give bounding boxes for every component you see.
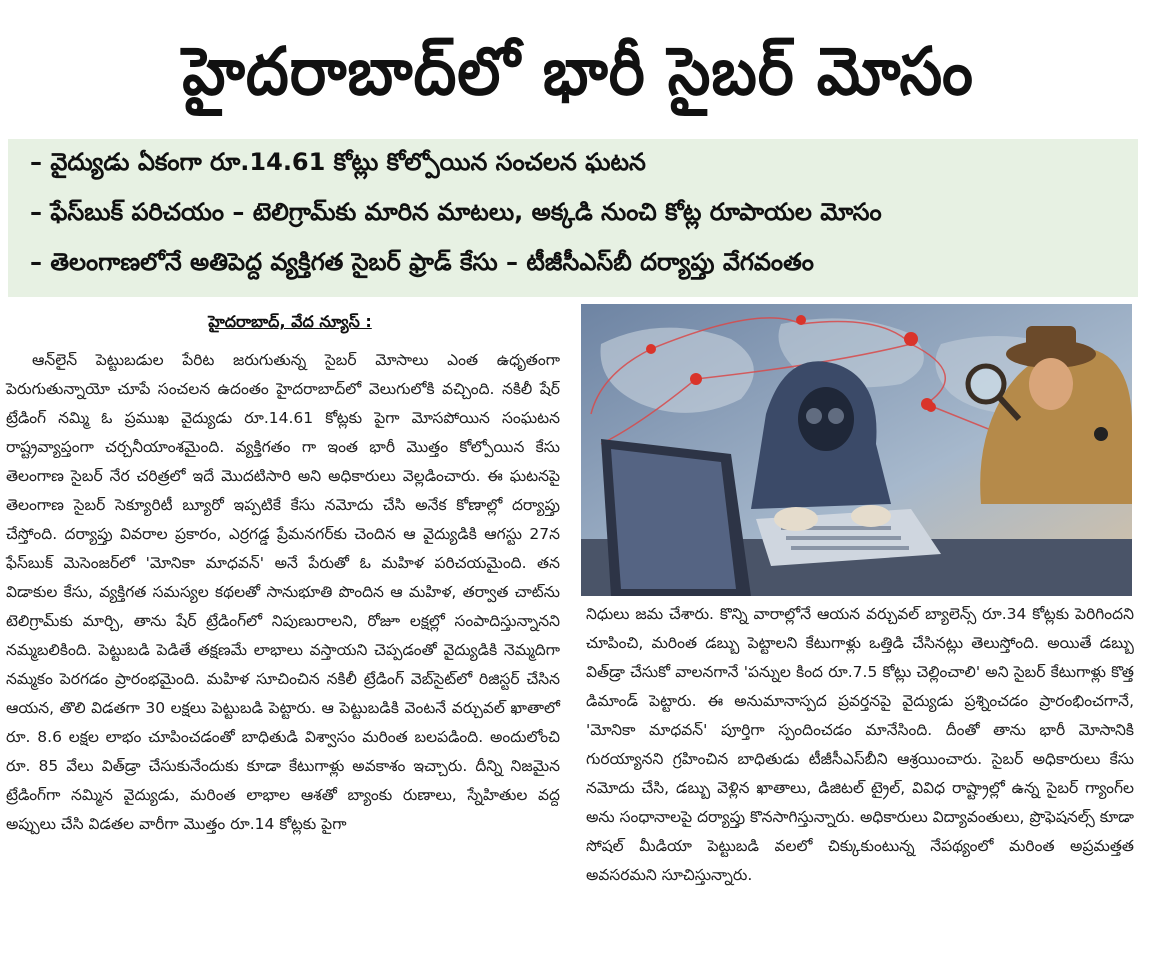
subheadline-3: – తెలంగాణలోనే అతిపెద్ద వ్యక్తిగత సైబర్ ఫ్రాడ్ కేసు – టీజీసీఎస్‌బీ దర్యాప్తు వేగవంతం: [30, 248, 814, 276]
article-column-1: [6, 346, 560, 839]
hacker-illustration-icon: [581, 304, 1132, 596]
article-column-2: [586, 600, 1134, 890]
subheadline-2: – ఫేస్‌బుక్ పరిచయం – టెలిగ్రామ్‌కు మారిన మాటలు, అక్కడి నుంచి కోట్ల రూపాయల మోసం: [30, 198, 882, 226]
article-text-2: నిధులు జమ చేశారు. కొన్ని వారాల్లోనే ఆయన వర్చువల్ బ్యాలెన్స్ రూ.34 కోట్లకు పెరిగిందని చూపించి, మరింత డబ్బు పెట్టాలని కేటుగాళ్లు ఒత్తిడి చేసినట్లు తెలుస్తోంది. అయితే డబ్బు విత్‌డ్రా చేసుకో వాలనగానే 'పన్నుల కింద రూ.7.5 కోట్లు చెల్లించాలి' అని సైబర్ కేటుగాళ్లు కొత్త డిమాండ్ పెట్టారు. ఈ అనుమానాస్పద ప్రవర్తనపై వైద్యుడు ప్రశ్నించడం ప్రారంభించగానే, 'మోనికా మాధవన్' పూర్తిగా స్పందించడం మానేసింది. దీంతో తాను భారీ మోసానికి గురయ్యానని గ్రహించిన బాధితుడు టీజీసీఎస్‌బీని ఆశ్రయించారు. సైబర్ అధికారులు కేసు నమోదు చేసి, డబ్బు వెళ్లిన ఖాతాలు, డిజిటల్ ట్రైల్, వివిధ రాష్ట్రాల్లో ఉన్న సైబర్ గ్యాంగ్‌ల అను సంధానాలపై దర్యాప్తు కొనసాగిస్తున్నారు. అధికారులు విద్యావంతులు, ప్రొఫెషనల్స్ కూడా సోషల్ మీడియా పెట్టుబడి వలలో చిక్కుకుంటున్న నేపథ్యంలో మరింత అప్రమత్తత అవసరమని సూచిస్తున్నారు.: [586, 605, 1134, 884]
subheadline-box: [8, 139, 1138, 297]
subheadline-1: – వైద్యుడు ఏకంగా రూ.14.61 కోట్లు కోల్పోయిన సంచలన ఘటన: [30, 148, 646, 176]
article-illustration: [581, 304, 1132, 596]
byline: హైదరాబాద్, వేద న్యూస్ :: [208, 312, 372, 331]
headline: హైదరాబాద్‌లో భారీ సైబర్ మోసం: [182, 33, 974, 110]
article-text-1: ఆన్‌లైన్ పెట్టుబడుల పేరిట జరుగుతున్న సైబర్ మోసాలు ఎంత ఉధృతంగా పెరుగుతున్నాయో చూపే సంచలన ఉదంతం హైదరాబాద్‌లో వెలుగులోకి వచ్చింది. నకిలీ షేర్ ట్రేడింగ్ నమ్మి ఓ ప్రముఖ వైద్యుడు రూ.14.61 కోట్లకు పైగా మోసపోయిన సంఘటన రాష్ట్రవ్యాప్తంగా చర్చనీయాంశమైంది. వ్యక్తిగతం గా ఇంత భారీ మొత్తం కోల్పోయిన కేసు తెలంగాణ సైబర్ నేర చరిత్రలో ఇదే మొదటిసారి అని అధికారులు వెల్లడించారు. ఈ ఘటనపై తెలంగాణ సైబర్ సెక్యూరిటీ బ్యూరో ఇప్పటికే కేసు నమోదు చేసి అనేక కోణాల్లో దర్యాప్తు చేస్తోంది. దర్యాప్తు వివరాల ప్రకారం, ఎర్రగడ్డ ప్రేమనగర్‌కు చెందిన ఆ వైద్యుడికి ఆగస్టు 27న ఫేస్‌బుక్ మెసెంజర్‌లో 'మోనికా మాధవన్' అనే పేరుతో ఓ మహిళ పరిచయమైంది. తన విడాకుల కేసు, వ్యక్తిగత సమస్యల కథలతో సానుభూతి పొందిన ఆ మహిళ, తర్వాత చాట్‌ను టెలిగ్రామ్‌కు మార్చి, తాను షేర్ ట్రేడింగ్‌లో నిపుణురాలని, రోజూ లక్షల్లో సంపాదిస్తున్నానని నమ్మబలికింది. పెట్టుబడి పెడితే తక్షణమే లాభాలు వస్తాయని చెప్పడంతో వైద్యుడికి నెమ్మదిగా నమ్మకం పెరగడం ప్రారంభమైంది. మహిళ సూచించిన నకిలీ ట్రేడింగ్ వెబ్‌సైట్‌లో రిజిస్టర్ చేసిన ఆయన, తొలి విడతగా 30 లక్షలు పెట్టుబడి పెట్టారు. ఆ పెట్టుబడికి వెంటనే వర్చువల్ ఖాతాలో రూ. 8.6 లక్షల లాభం చూపించడంతో బాధితుడి విశ్వాసం మరింత బలపడింది. అందులోంచి రూ. 85 వేలు విత్‌డ్రా చేసుకునేందుకు కూడా కేటుగాళ్లు అవకాశం ఇచ్చారు. దీన్ని నిజమైన ట్రేడింగ్‌గా నమ్మిన వైద్యుడు, మరింత లాభాల ఆశతో బ్యాంకు రుణాలు, స్నేహితుల వద్ద అప్పులు చేసి విడతల వారీగా మొత్తం రూ.14 కోట్లకు పైగా: [6, 351, 560, 833]
